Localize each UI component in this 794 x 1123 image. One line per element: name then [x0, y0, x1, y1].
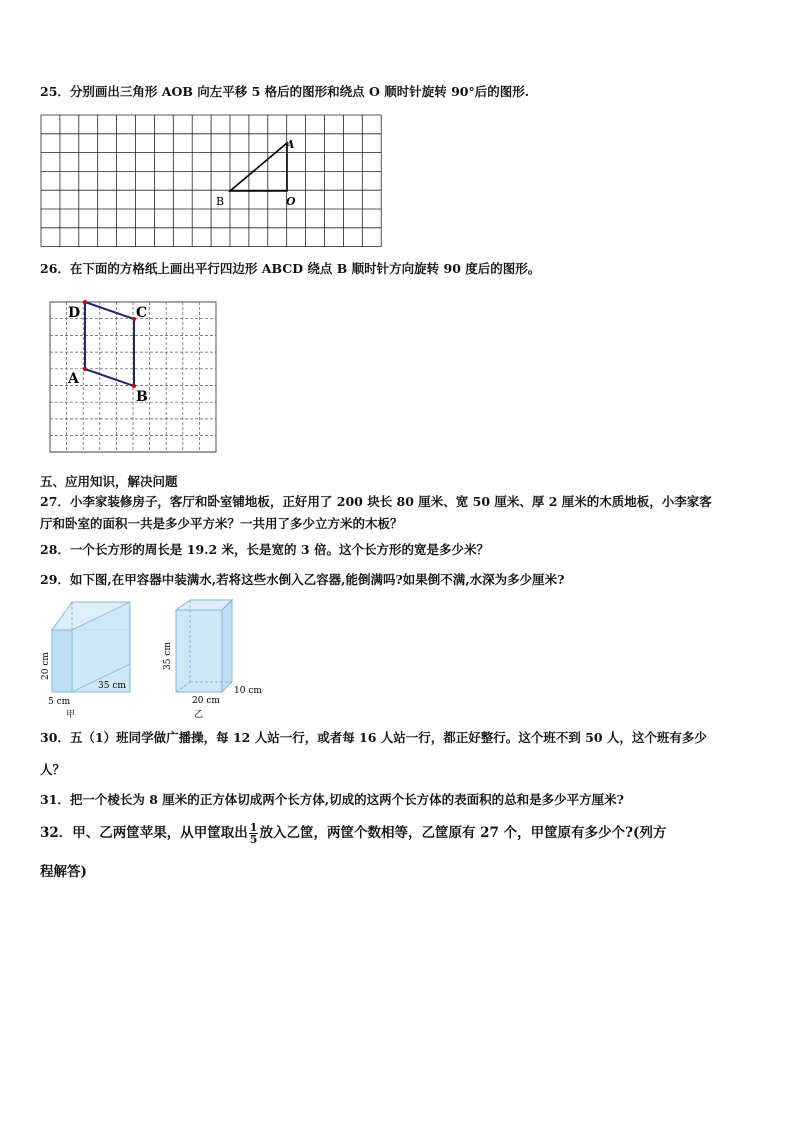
jia-height-label: 20 cm — [41, 652, 51, 680]
label-a: A — [286, 138, 295, 151]
container-yi — [176, 600, 232, 692]
question-26: 26．在下面的方格纸上画出平行四边形 ABCD 绕点 B 顺时针方向旋转 90 度后的图形。 — [40, 261, 541, 276]
fraction-one-fifth: $\frac{1}{5}$ — [249, 821, 258, 846]
question-25: 25．分别画出三角形 AOB 向左平移 5 格后的图形和绕点 O 顺时针旋转 90°后的图形. — [40, 84, 530, 99]
jia-length-label: 35 cm — [98, 681, 126, 691]
q32-text-before: 32．甲、乙两筐苹果，从甲筐取出 — [40, 825, 248, 841]
label-d: D — [68, 305, 81, 321]
question-30-line2: 人？ — [40, 762, 66, 777]
yi-height-label: 35 cm — [163, 642, 173, 670]
question-27-line1: 27．小李家装修房子，客厅和卧室铺地板，正好用了 200 块长 80 厘米、宽 50 厘米、厚 2 厘米的木质地板，小李家客 — [40, 494, 712, 509]
jia-width-label: 5 cm — [48, 697, 71, 707]
yi-width-label: 10 cm — [234, 686, 262, 696]
triangle-aob — [230, 143, 287, 191]
jia-name-label: 甲 — [66, 710, 76, 720]
label-a: A — [68, 371, 79, 387]
question-32-line1 — [40, 822, 760, 845]
question-29: 29．如下图,在甲容器中装满水,若将这些水倒入乙容器,能倒满吗?如果倒不满,水深为多少厘米? — [40, 572, 565, 587]
container-jia — [52, 602, 130, 692]
yi-name-label: 乙 — [194, 710, 204, 720]
question-30-line1: 30．五（1）班同学做广播操，每 12 人站一行，或者每 16 人站一行，都正好整行。这个班不到 50 人，这个班有多少 — [40, 730, 707, 745]
question-27-line2: 厅和卧室的面积一共是多少平方米？一共用了多少立方米的木板？ — [40, 516, 403, 531]
label-b: B — [216, 195, 225, 208]
q32-text-after: 放入乙筐，两筐个数相等，乙筐原有 27 个，甲筐原有多少个?(列方 — [259, 825, 667, 841]
label-o: O — [286, 195, 296, 208]
q25-grid-figure — [40, 114, 382, 248]
parallelogram-abcd — [85, 302, 134, 386]
question-28: 28．一个长方形的周长是 19.2 米，长是宽的 3 倍。这个长方形的宽是多少米？ — [40, 542, 489, 557]
q26-grid-figure — [48, 300, 220, 456]
question-32-line2: 程解答) — [40, 864, 87, 880]
question-31: 31．把一个棱长为 8 厘米的正方体切成两个长方体,切成的这两个长方体的表面积的总和是多少平方厘米? — [40, 792, 624, 807]
q29-containers-figure — [36, 596, 276, 722]
label-b: B — [136, 389, 148, 405]
yi-length-label: 20 cm — [192, 696, 220, 706]
label-c: C — [136, 305, 148, 321]
section-5-title: 五、应用知识，解决问题 — [40, 474, 178, 489]
